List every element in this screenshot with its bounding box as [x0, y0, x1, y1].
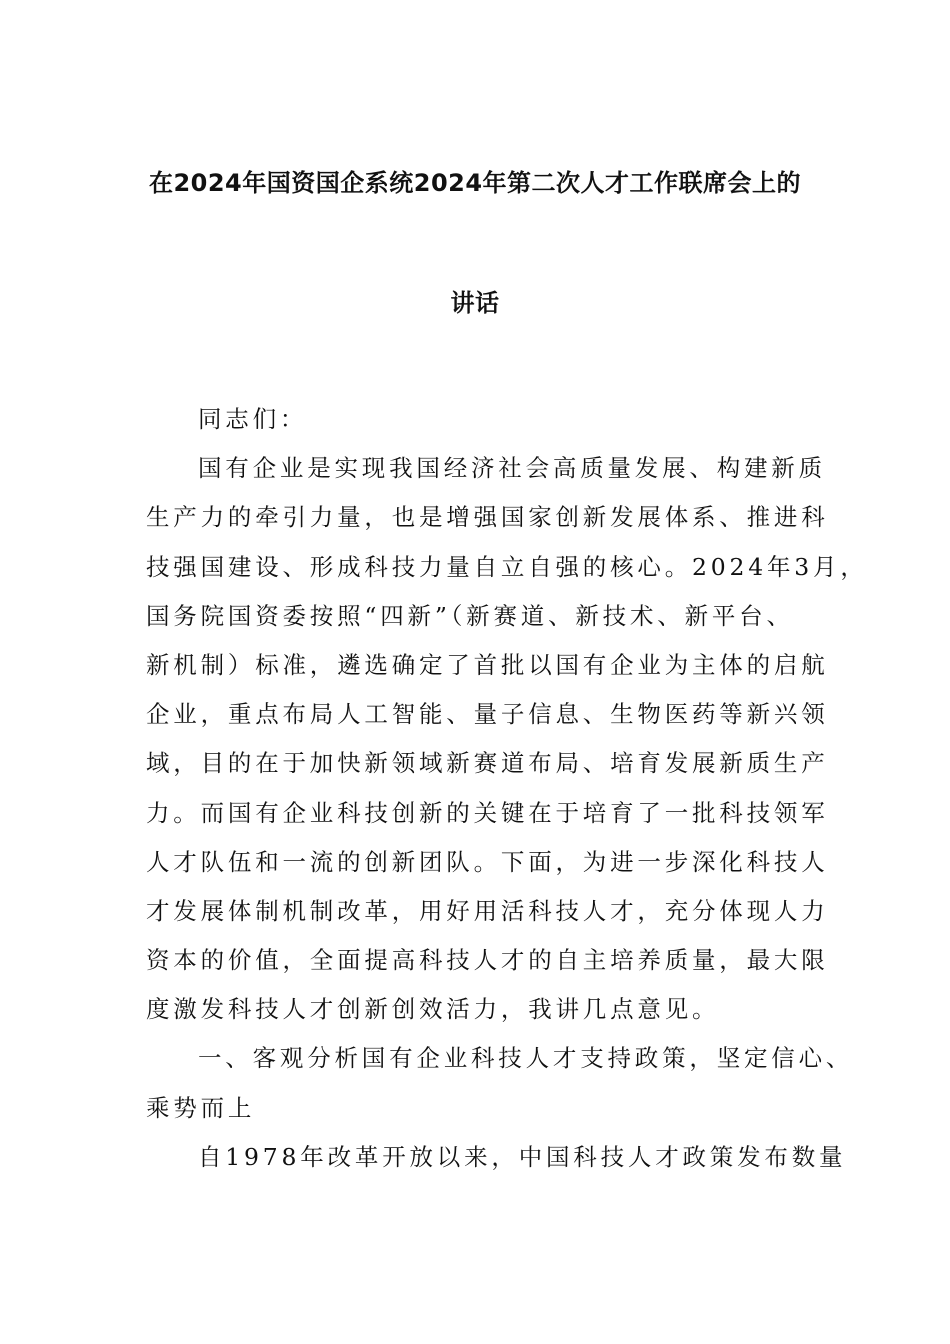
document-title-line-2: 讲话 [450, 289, 500, 317]
paragraph-1-line: 企业，重点布局人工智能、量子信息、生物医药等新兴领 [146, 700, 829, 729]
paragraph-2-line: 自1978年改革开放以来，中国科技人才政策发布数量 [198, 1142, 847, 1171]
paragraph-1-line: 域，目的在于加快新领域新赛道布局、培育发展新质生产 [146, 749, 829, 778]
paragraph-1-line: 国务院国资委按照“四新”（新赛道、新技术、新平台、 [146, 601, 794, 630]
paragraph-1-line: 才发展体制机制改革，用好用活科技人才，充分体现人力 [146, 896, 829, 925]
paragraph-1-line: 新机制）标准，遴选确定了首批以国有企业为主体的启航 [146, 650, 829, 679]
paragraph-1-line: 生产力的牵引力量，也是增强国家创新发展体系、推进科 [146, 503, 829, 532]
salutation: 同志们： [198, 405, 308, 433]
paragraph-1-line: 力。而国有企业科技创新的关键在于培育了一批科技领军 [146, 798, 829, 827]
document-title-line-1: 在2024年国资国企系统2024年第二次人才工作联席会上的 [148, 169, 802, 197]
document-body [146, 395, 868, 1182]
paragraph-1-line: 度激发科技人才创新创效活力，我讲几点意见。 [146, 995, 720, 1024]
paragraph-1-line: 资本的价值，全面提高科技人才的自主培养质量，最大限 [146, 946, 829, 975]
paragraph-1-line: 国有企业是实现我国经济社会高质量发展、构建新质 [198, 454, 826, 483]
section-heading-line: 乘势而上 [146, 1093, 256, 1122]
section-heading-line: 一、客观分析国有企业科技人才支持政策，坚定信心、 [198, 1044, 854, 1073]
paragraph-1-line: 人才队伍和一流的创新团队。下面，为进一步深化科技人 [146, 847, 829, 876]
paragraph-1-line: 技强国建设、形成科技力量自立自强的核心。2024年3月， [146, 552, 868, 581]
